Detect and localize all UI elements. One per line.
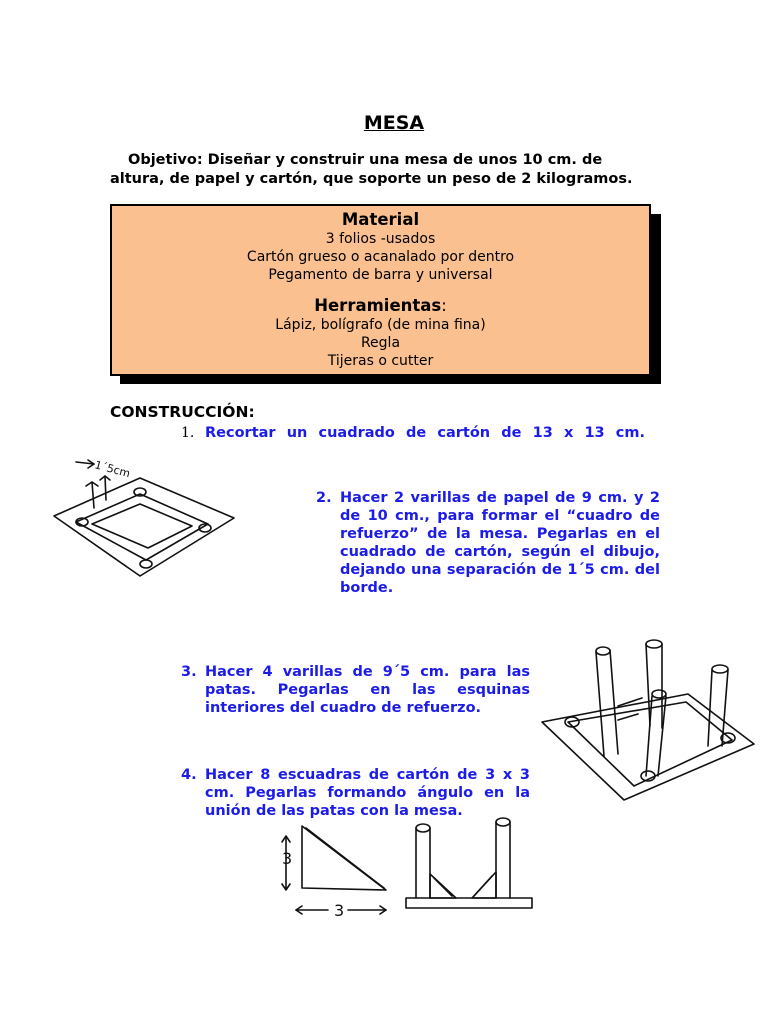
step-text: Recortar un cuadrado de cartón de 13 x 13 cm. (205, 425, 645, 441)
material-heading: Material (341, 210, 420, 229)
frame-sketch (50, 452, 240, 582)
tools-heading-line (112, 296, 649, 316)
page-title: MESA (363, 112, 425, 134)
tools-item: Tijeras o cutter (327, 353, 434, 369)
step-text: Hacer 8 escuadras de cartón de 3 x 3 cm. Pegarlas formando ángulo en la unión de las patas con la mesa. (205, 767, 530, 819)
objective-paragraph (110, 151, 660, 188)
material-item: Pegamento de barra y universal (268, 267, 493, 283)
triangle-width-label: 3 (334, 901, 345, 920)
step-text: Hacer 4 varillas de 9´5 cm. para las patas. Pegarlas en las esquinas interiores del cuadro de refuerzo. (205, 664, 530, 716)
triangle-height-label: 3 (282, 849, 293, 868)
tools-item: Regla (360, 335, 401, 351)
legs-sketch (538, 636, 760, 806)
tools-item: Lápiz, bolígrafo (de mina fina) (275, 317, 486, 333)
step-number: 3. (181, 664, 197, 680)
step-2 (316, 489, 660, 597)
construction-heading: CONSTRUCCIÓN: (110, 403, 255, 421)
step-number: 4. (181, 767, 197, 783)
step-text: Hacer 2 varillas de papel de 9 cm. y 2 de 10 cm., para formar el “cuadro de refuerzo” de la mesa. Pegarlas en el cuadrado de cartón, según el dibujo, dejando una separación de 1´5 cm. del borde. (340, 490, 660, 596)
tools-colon: : (441, 296, 447, 315)
step-1 (181, 424, 645, 442)
objective-text: Objetivo: Diseñar y construir una mesa de unos 10 cm. de altura, de papel y cartón, que soporte un peso de 2 kilogramos. (110, 152, 633, 187)
bracket-sketch (276, 818, 536, 924)
step-3 (181, 663, 530, 717)
material-item: Cartón grueso o acanalado por dentro (246, 249, 515, 265)
frame-label: 1´5cm (93, 458, 132, 481)
step-4 (181, 766, 530, 820)
step-number: 2. (316, 490, 332, 506)
material-item: 3 folios -usados (325, 231, 436, 247)
material-box (110, 204, 651, 376)
step-number: 1. (181, 425, 195, 441)
tools-heading: Herramientas (314, 296, 442, 315)
